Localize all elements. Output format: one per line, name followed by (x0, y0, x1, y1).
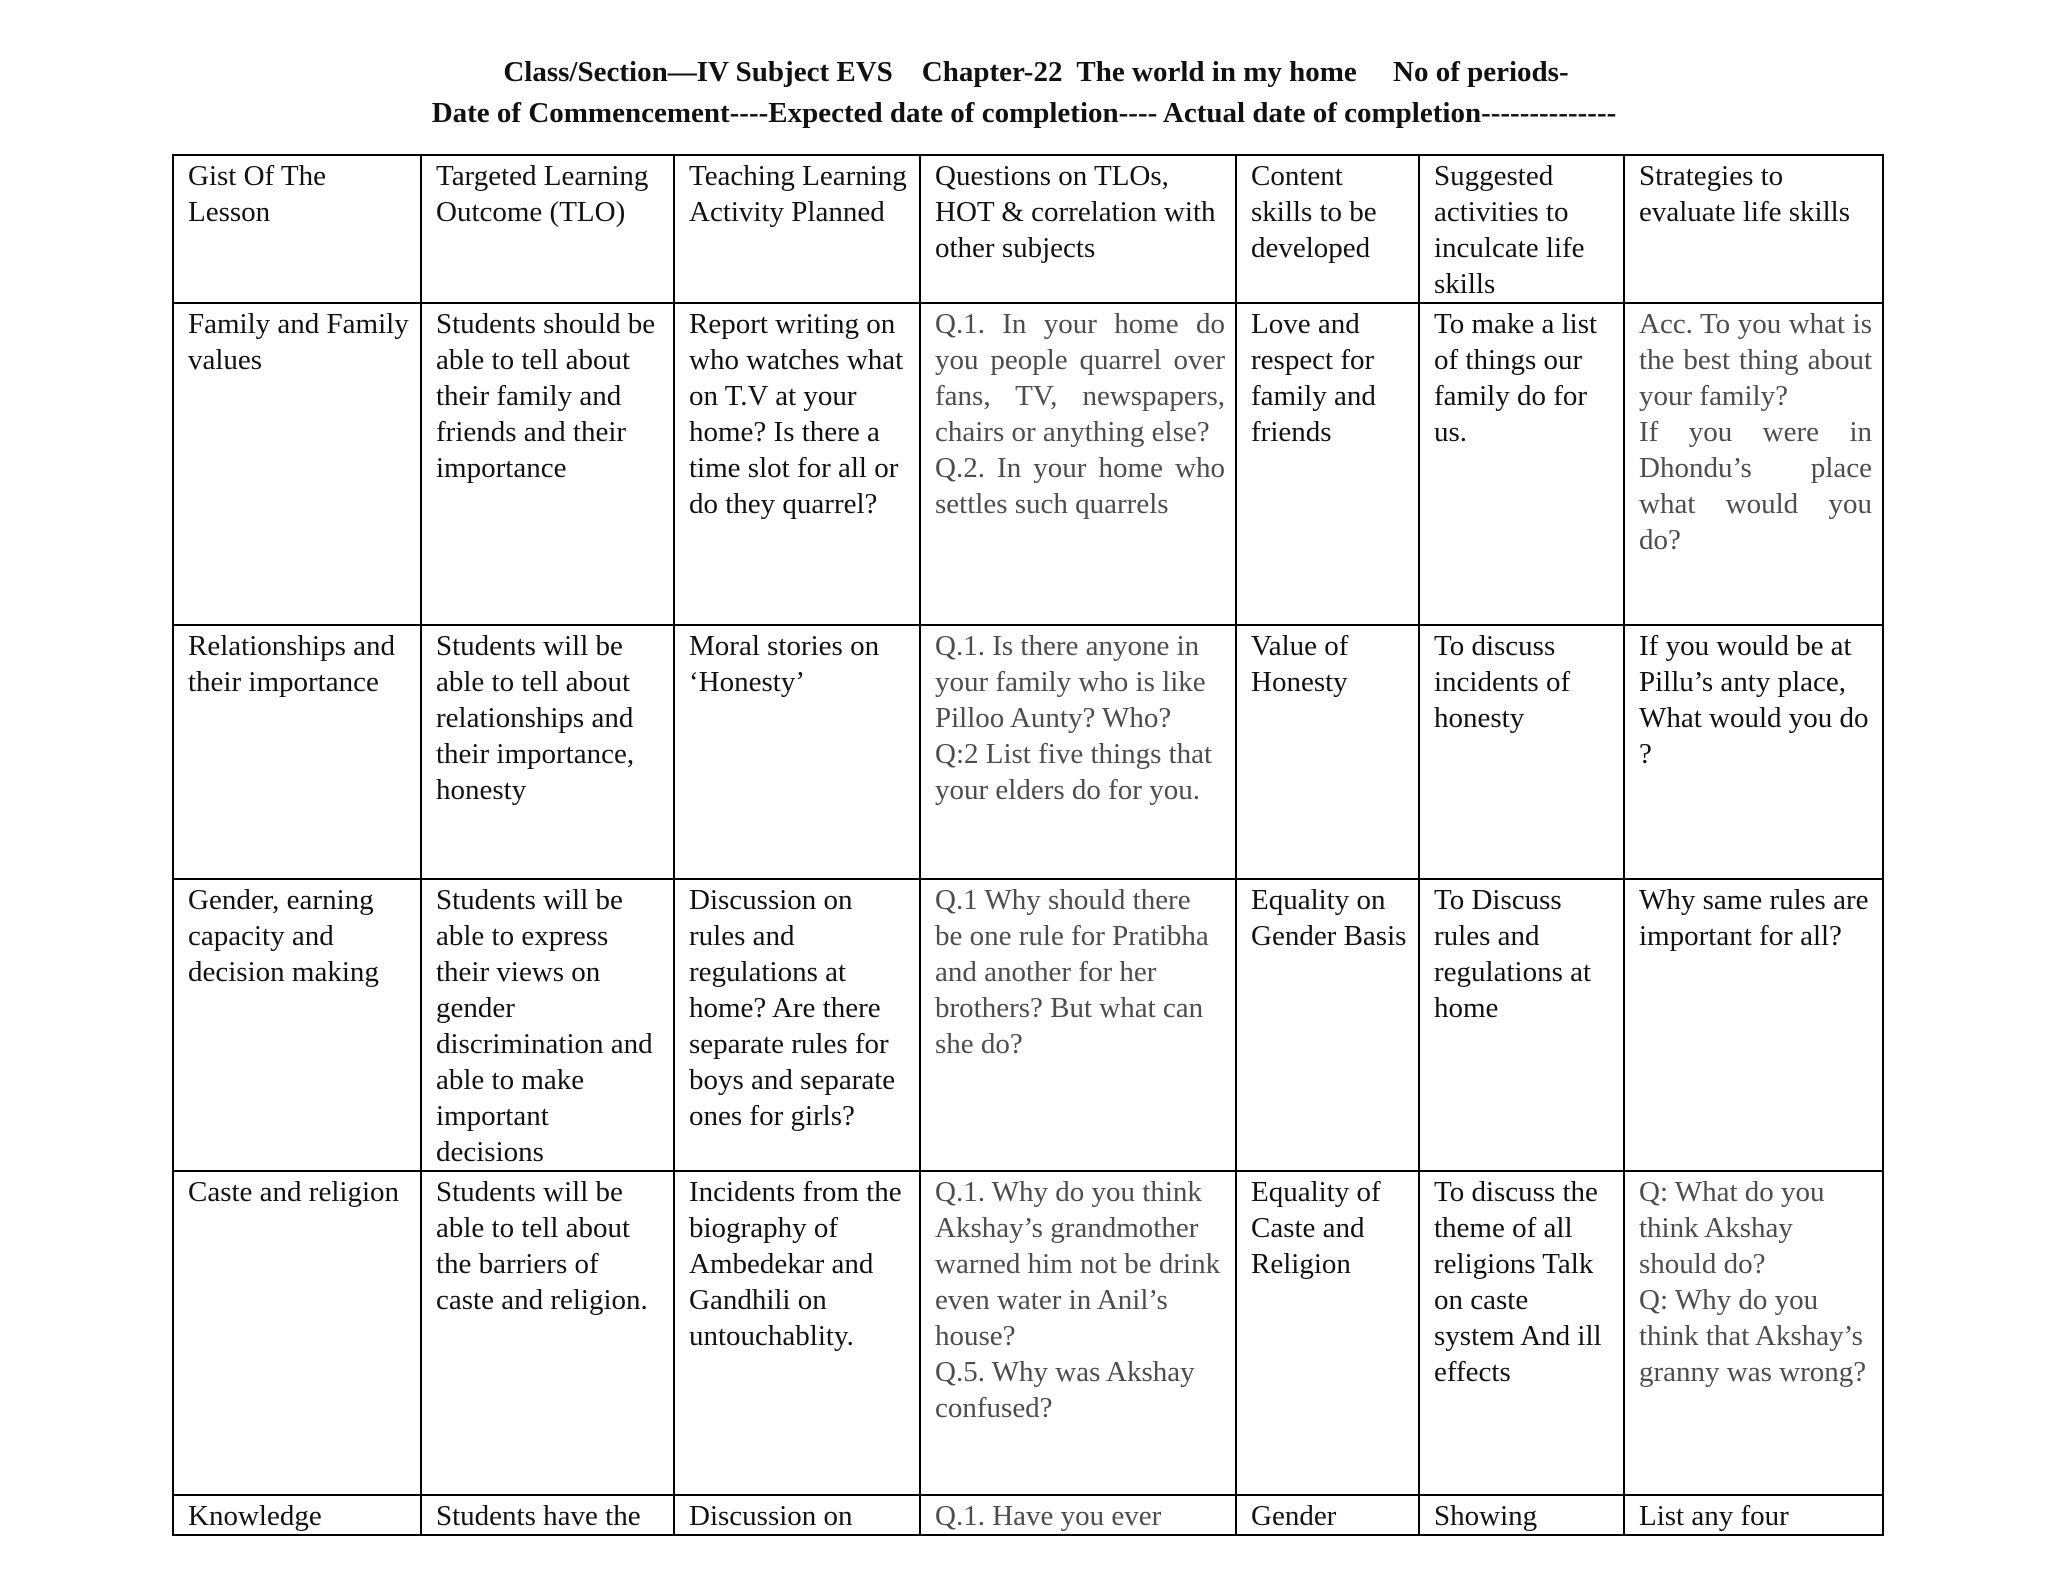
table-row (173, 1495, 1883, 1535)
activity-cell: Report writing on who watches what on T.V at your home? Is there a time slot for all or do they quarrel? (674, 303, 920, 625)
questions-cell: Q.1. Is there anyone in your family who is like Pilloo Aunty? Who? Q:2 List five things that your elders do for you. (920, 625, 1236, 879)
gist-cell: Gender, earning capacity and decision making (173, 879, 421, 1171)
suggested-cell: To Discuss rules and regulations at home (1419, 879, 1624, 1171)
strategies-cell: List any four (1624, 1495, 1883, 1535)
table-header-row (173, 155, 1883, 303)
suggested-cell: To discuss the theme of all religions Talk on caste system And ill effects (1419, 1171, 1624, 1495)
page-header (0, 52, 2048, 134)
suggested-cell: Showing (1419, 1495, 1624, 1535)
strategies-cell: Acc. To you what is the best thing about your family? If you were in Dhondu’s place what would you do? (1624, 303, 1883, 625)
gist-cell: Knowledge (173, 1495, 421, 1535)
strategies-cell: Why same rules are important for all? (1624, 879, 1883, 1171)
activity-cell: Discussion on (674, 1495, 920, 1535)
strategies-cell: If you would be at Pillu’s anty place, What would you do ? (1624, 625, 1883, 879)
gist-cell: Family and Family values (173, 303, 421, 625)
suggested-cell: To make a list of things our family do for us. (1419, 303, 1624, 625)
content-cell: Equality of Caste and Religion (1236, 1171, 1419, 1495)
header-line-2: Date of Commencement----Expected date of completion---- Actual date of completion-------------- (431, 97, 1617, 129)
questions-cell: Q.1 Why should there be one rule for Pratibha and another for her brothers? But what can she do? (920, 879, 1236, 1171)
content-cell: Value of Honesty (1236, 625, 1419, 879)
content-cell: Gender (1236, 1495, 1419, 1535)
gist-cell: Caste and religion (173, 1171, 421, 1495)
content-cell: Equality on Gender Basis (1236, 879, 1419, 1171)
table-row (173, 879, 1883, 1171)
suggested-cell: To discuss incidents of honesty (1419, 625, 1624, 879)
content-cell: Love and respect for family and friends (1236, 303, 1419, 625)
tlo-cell: Students should be able to tell about their family and friends and their importance (421, 303, 674, 625)
header-cell-activity: Teaching Learning Activity Planned (674, 155, 920, 303)
header-cell-strategies: Strategies to evaluate life skills (1624, 155, 1883, 303)
header-cell-tlo: Targeted Learning Outcome (TLO) (421, 155, 674, 303)
lesson-plan-table (172, 154, 1884, 1536)
activity-cell: Incidents from the biography of Ambedekar and Gandhili on untouchablity. (674, 1171, 920, 1495)
table-row (173, 625, 1883, 879)
activity-cell: Moral stories on ‘Honesty’ (674, 625, 920, 879)
gist-cell: Relationships and their importance (173, 625, 421, 879)
questions-cell: Q.1. Have you ever (920, 1495, 1236, 1535)
tlo-cell: Students have the (421, 1495, 674, 1535)
questions-cell: Q.1. In your home do you people quarrel over fans, TV, newspapers, chairs or anything else? Q.2. In your home who settles such quarrels (920, 303, 1236, 625)
strategies-cell: Q: What do you think Akshay should do? Q: Why do you think that Akshay’s granny was wrong? (1624, 1171, 1883, 1495)
header-cell-questions: Questions on TLOs, HOT & correlation with other subjects (920, 155, 1236, 303)
tlo-cell: Students will be able to express their views on gender discrimination and able to make important decisions (421, 879, 674, 1171)
header-cell-content: Content skills to be developed (1236, 155, 1419, 303)
header-line-1: Class/Section—IV Subject EVS Chapter-22 The world in my home No of periods- (503, 56, 1569, 88)
tlo-cell: Students will be able to tell about the barriers of caste and religion. (421, 1171, 674, 1495)
questions-cell: Q.1. Why do you think Akshay’s grandmother warned him not be drink even water in Anil’s house? Q.5. Why was Akshay confused? (920, 1171, 1236, 1495)
table-row (173, 1171, 1883, 1495)
activity-cell: Discussion on rules and regulations at home? Are there separate rules for boys and separate ones for girls? (674, 879, 920, 1171)
tlo-cell: Students will be able to tell about relationships and their importance, honesty (421, 625, 674, 879)
header-cell-gist: Gist Of The Lesson (173, 155, 421, 303)
header-cell-suggested: Suggested activities to inculcate life skills (1419, 155, 1624, 303)
table-row (173, 303, 1883, 625)
